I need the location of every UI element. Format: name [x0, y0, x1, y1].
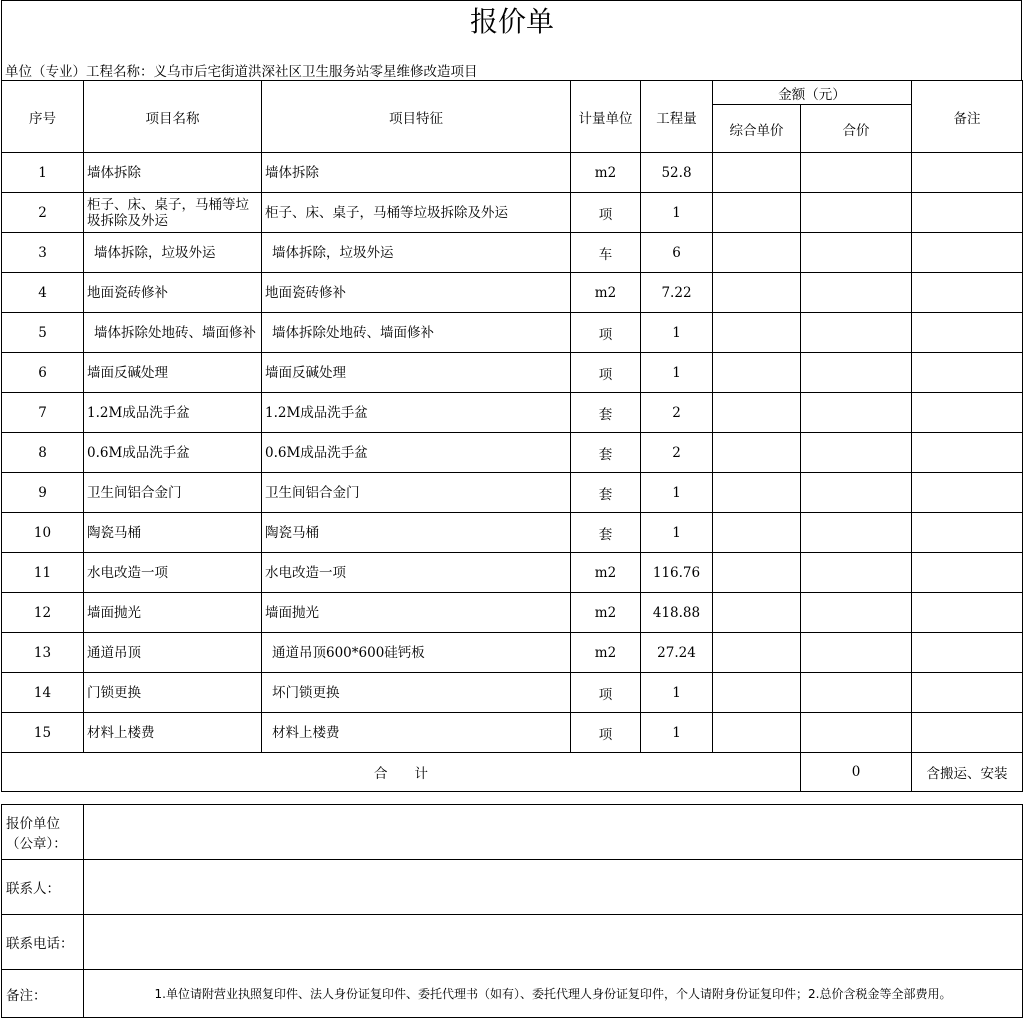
- header-amount: 金额（元）: [713, 81, 912, 105]
- row-seq: 5: [2, 313, 84, 353]
- row-unit: m2: [571, 593, 641, 633]
- row-seq: 2: [2, 193, 84, 233]
- table-row: [2, 193, 1023, 233]
- row-seq: 14: [2, 673, 84, 713]
- row-unit: 套: [571, 473, 641, 513]
- row-feature: 墙面反碱处理: [262, 353, 571, 393]
- table-row: [2, 353, 1023, 393]
- row-seq: 3: [2, 233, 84, 273]
- row-total-price[interactable]: [801, 473, 912, 513]
- table-row: [2, 713, 1023, 753]
- row-unit-price[interactable]: [713, 553, 801, 593]
- row-unit: 车: [571, 233, 641, 273]
- row-qty: 6: [641, 233, 713, 273]
- header-remark: 备注: [912, 81, 1023, 153]
- note-label: 备注：: [2, 970, 84, 1018]
- row-unit-price[interactable]: [713, 193, 801, 233]
- row-total-price[interactable]: [801, 353, 912, 393]
- row-unit-price[interactable]: [713, 353, 801, 393]
- row-name: 墙体拆除处地砖、墙面修补: [84, 313, 262, 353]
- table-row: [2, 313, 1023, 353]
- row-seq: 10: [2, 513, 84, 553]
- row-feature: 坏门锁更换: [262, 673, 571, 713]
- header-unit: 计量单位: [571, 81, 641, 153]
- row-seq: 11: [2, 553, 84, 593]
- row-unit-price[interactable]: [713, 433, 801, 473]
- table-row: [2, 433, 1023, 473]
- row-seq: 7: [2, 393, 84, 433]
- row-remark[interactable]: [912, 633, 1023, 673]
- row-qty: 52.8: [641, 153, 713, 193]
- row-name: 材料上楼费: [84, 713, 262, 753]
- quote-table: [1, 80, 1023, 792]
- row-remark[interactable]: [912, 473, 1023, 513]
- header-total-price: 合价: [801, 105, 912, 153]
- row-total-price[interactable]: [801, 193, 912, 233]
- contact-field[interactable]: [84, 860, 1023, 915]
- row-remark[interactable]: [912, 233, 1023, 273]
- row-unit: 项: [571, 313, 641, 353]
- footer-table: [1, 804, 1023, 1018]
- row-total-price[interactable]: [801, 273, 912, 313]
- row-unit: 套: [571, 433, 641, 473]
- page-title: 报价单: [469, 5, 554, 38]
- row-qty: 1: [641, 513, 713, 553]
- row-feature: 陶瓷马桶: [262, 513, 571, 553]
- row-name: 墙面抛光: [84, 593, 262, 633]
- phone-label: 联系电话：: [2, 915, 84, 970]
- note-text: 1.单位请附营业执照复印件、法人身份证复印件、委托代理书（如有）、委托代理人身份证复印件，个人请附身份证复印件；2.总价含税金等全部费用。: [84, 970, 1023, 1018]
- header-unit-price: 综合单价: [713, 105, 801, 153]
- header-feature: 项目特征: [262, 81, 571, 153]
- row-total-price[interactable]: [801, 153, 912, 193]
- row-remark[interactable]: [912, 713, 1023, 753]
- row-name: 墙体拆除: [84, 153, 262, 193]
- row-seq: 15: [2, 713, 84, 753]
- row-qty: 1: [641, 353, 713, 393]
- row-total-price[interactable]: [801, 713, 912, 753]
- row-seq: 4: [2, 273, 84, 313]
- row-remark[interactable]: [912, 673, 1023, 713]
- row-feature: 材料上楼费: [262, 713, 571, 753]
- row-unit: 项: [571, 713, 641, 753]
- row-unit: m2: [571, 273, 641, 313]
- row-qty: 2: [641, 433, 713, 473]
- row-feature: 墙体拆除，垃圾外运: [262, 233, 571, 273]
- row-total-price[interactable]: [801, 313, 912, 353]
- row-unit: m2: [571, 633, 641, 673]
- row-unit-price[interactable]: [713, 473, 801, 513]
- row-unit: m2: [571, 553, 641, 593]
- row-remark[interactable]: [912, 273, 1023, 313]
- row-seq: 9: [2, 473, 84, 513]
- row-remark[interactable]: [912, 153, 1023, 193]
- row-remark[interactable]: [912, 193, 1023, 233]
- row-qty: 2: [641, 393, 713, 433]
- total-remark: 含搬运、安装: [912, 753, 1023, 792]
- row-unit-price[interactable]: [713, 593, 801, 633]
- table-row: [2, 233, 1023, 273]
- row-feature: 通道吊顶600*600硅钙板: [262, 633, 571, 673]
- row-seq: 13: [2, 633, 84, 673]
- row-total-price[interactable]: [801, 393, 912, 433]
- total-value: 0: [801, 753, 912, 792]
- row-feature: 柜子、床、桌子，马桶等垃圾拆除及外运: [262, 193, 571, 233]
- row-name: 卫生间铝合金门: [84, 473, 262, 513]
- row-unit-price[interactable]: [713, 633, 801, 673]
- row-name: 0.6M成品洗手盆: [84, 433, 262, 473]
- table-row: [2, 393, 1023, 433]
- row-qty: 1: [641, 673, 713, 713]
- row-unit-price[interactable]: [713, 233, 801, 273]
- row-name: 通道吊顶: [84, 633, 262, 673]
- row-unit-price[interactable]: [713, 393, 801, 433]
- row-qty: 7.22: [641, 273, 713, 313]
- row-unit-price[interactable]: [713, 313, 801, 353]
- row-qty: 1: [641, 713, 713, 753]
- row-total-price[interactable]: [801, 633, 912, 673]
- row-feature: 墙体拆除处地砖、墙面修补: [262, 313, 571, 353]
- table-body: [2, 153, 1023, 753]
- row-feature: 1.2M成品洗手盆: [262, 393, 571, 433]
- row-unit-price[interactable]: [713, 273, 801, 313]
- row-feature: 卫生间铝合金门: [262, 473, 571, 513]
- row-qty: 1: [641, 193, 713, 233]
- table-row: [2, 553, 1023, 593]
- row-qty: 1: [641, 473, 713, 513]
- row-unit-price[interactable]: [713, 713, 801, 753]
- row-feature: 墙体拆除: [262, 153, 571, 193]
- header-name: 项目名称: [84, 81, 262, 153]
- header-qty: 工程量: [641, 81, 713, 153]
- row-unit: 项: [571, 193, 641, 233]
- row-name: 1.2M成品洗手盆: [84, 393, 262, 433]
- row-remark[interactable]: [912, 553, 1023, 593]
- row-remark[interactable]: [912, 313, 1023, 353]
- row-unit: m2: [571, 153, 641, 193]
- table-row: [2, 273, 1023, 313]
- table-row: [2, 153, 1023, 193]
- table-row: [2, 593, 1023, 633]
- row-name: 墙面反碱处理: [84, 353, 262, 393]
- table-row: [2, 513, 1023, 553]
- row-unit: 项: [571, 353, 641, 393]
- row-unit: 项: [571, 673, 641, 713]
- row-total-price[interactable]: [801, 673, 912, 713]
- row-qty: 418.88: [641, 593, 713, 633]
- row-remark[interactable]: [912, 433, 1023, 473]
- row-name: 陶瓷马桶: [84, 513, 262, 553]
- company-label: 报价单位（公章）：: [2, 805, 84, 860]
- row-name: 柜子、床、桌子，马桶等垃圾拆除及外运: [84, 193, 262, 233]
- row-unit: 套: [571, 513, 641, 553]
- row-unit-price[interactable]: [713, 513, 801, 553]
- header-seq: 序号: [2, 81, 84, 153]
- row-remark[interactable]: [912, 353, 1023, 393]
- row-qty: 27.24: [641, 633, 713, 673]
- row-seq: 1: [2, 153, 84, 193]
- row-name: 地面瓷砖修补: [84, 273, 262, 313]
- project-name-line: 单位（专业）工程名称：义乌市后宅街道洪深社区卫生服务站零星维修改造项目: [5, 64, 478, 80]
- row-name: 水电改造一项: [84, 553, 262, 593]
- row-remark[interactable]: [912, 593, 1023, 633]
- row-total-price[interactable]: [801, 593, 912, 633]
- row-qty: 1: [641, 313, 713, 353]
- row-feature: 地面瓷砖修补: [262, 273, 571, 313]
- row-total-price[interactable]: [801, 233, 912, 273]
- row-feature: 0.6M成品洗手盆: [262, 433, 571, 473]
- company-field[interactable]: [84, 805, 1023, 860]
- table-row: [2, 473, 1023, 513]
- row-feature: 墙面抛光: [262, 593, 571, 633]
- row-seq: 8: [2, 433, 84, 473]
- phone-field[interactable]: [84, 915, 1023, 970]
- row-total-price[interactable]: [801, 433, 912, 473]
- row-unit: 套: [571, 393, 641, 433]
- row-name: 门锁更换: [84, 673, 262, 713]
- row-seq: 6: [2, 353, 84, 393]
- row-total-price[interactable]: [801, 513, 912, 553]
- row-name: 墙体拆除，垃圾外运: [84, 233, 262, 273]
- row-unit-price[interactable]: [713, 673, 801, 713]
- row-qty: 116.76: [641, 553, 713, 593]
- row-total-price[interactable]: [801, 553, 912, 593]
- table-row: [2, 633, 1023, 673]
- row-remark[interactable]: [912, 393, 1023, 433]
- row-seq: 12: [2, 593, 84, 633]
- table-row: [2, 673, 1023, 713]
- row-feature: 水电改造一项: [262, 553, 571, 593]
- row-remark[interactable]: [912, 513, 1023, 553]
- total-label: 合 计: [2, 753, 801, 792]
- row-unit-price[interactable]: [713, 153, 801, 193]
- contact-label: 联系人：: [2, 860, 84, 915]
